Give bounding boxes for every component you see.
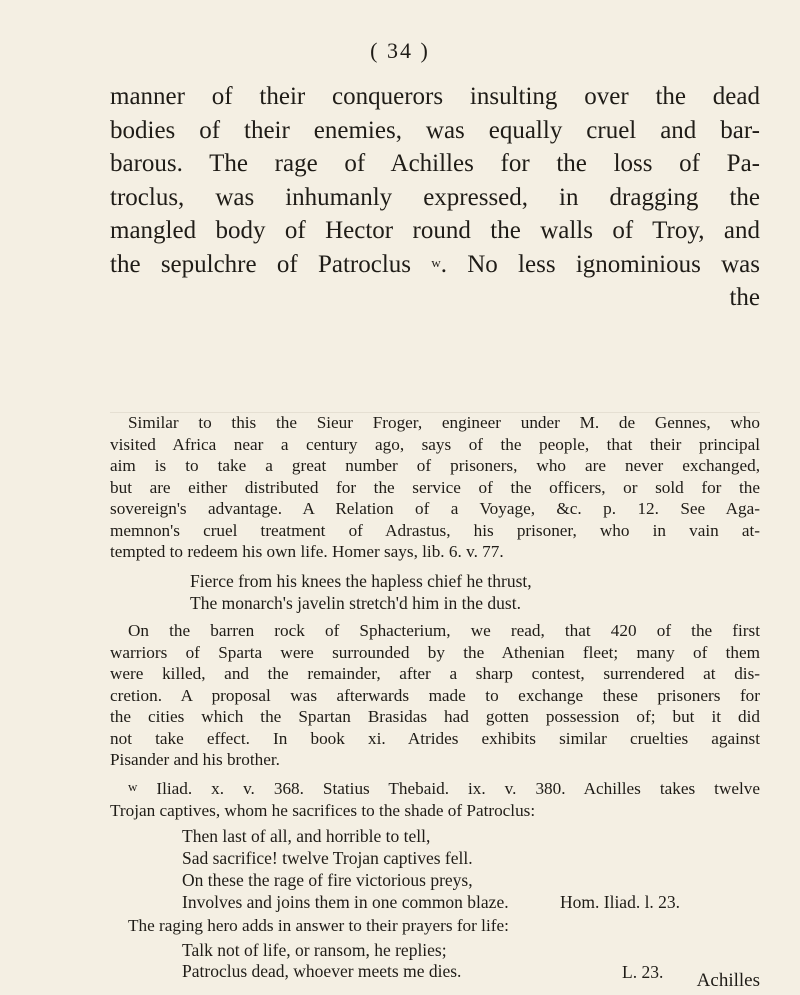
note-line: Pisander and his brother. <box>110 750 280 769</box>
note-line-text: Iliad. x. v. 368. Statius Thebaid. ix. v. 380. Achilles takes twelve <box>156 779 760 798</box>
note-line: memnon's cruel treatment of Adrastus, his prisoner, who in vain at- <box>110 520 760 540</box>
main-line: mangled body of Hector round the walls of Troy, and <box>110 217 760 244</box>
note-line: were killed, and the remainder, after a sharp contest, surrendered at dis- <box>110 664 760 683</box>
main-line-head: the sepulchre of Patroclus <box>110 250 412 278</box>
note-line: warriors of Sparta were surrounded by the Athenian fleet; many of them <box>110 642 760 662</box>
main-line: manner of their conquerors insulting over the dead <box>110 83 760 110</box>
verse-line: Sad sacrifice! twelve Trojan captives fell. <box>182 848 473 868</box>
footnote-w <box>110 778 760 821</box>
footnote-marker: w <box>128 779 138 794</box>
note-line: cretion. A proposal was afterwards made to exchange these prisoners for <box>110 685 760 705</box>
main-line: the <box>729 284 760 311</box>
main-line: bodies of their enemies, was equally cruel and bar- <box>110 116 760 144</box>
footnote-froger <box>110 412 760 563</box>
note-line: the cities which the Spartan Brasidas had gotten possession of; but it did <box>110 707 760 726</box>
main-text <box>110 80 760 315</box>
verse-homer-1 <box>190 570 532 614</box>
verse-line: Then last of all, and horrible to tell, <box>182 826 431 846</box>
verse-homer-3 <box>182 940 461 982</box>
page-number: ( 34 ) <box>370 38 430 63</box>
main-line: troclus, was inhumanly expressed, in dragging the <box>110 183 760 211</box>
verse-homer-2 <box>182 825 509 913</box>
note-line: visited Africa near a century ago, says of the people, that their principal <box>110 434 760 454</box>
verse-citation: L. 23. <box>622 962 664 982</box>
note-line: tempted to redeem his own life. Homer says, lib. 6. v. 77. <box>110 542 504 561</box>
verse-line: Patroclus dead, whoever meets me dies. <box>182 961 462 981</box>
verse-line: Involves and joins them in one common blaze. <box>182 892 509 912</box>
main-line-with-footnote <box>110 248 760 282</box>
main-line: barous. The rage of Achilles for the loss of Pa- <box>110 150 760 177</box>
note-line: The raging hero adds in answer to their prayers for life: <box>128 916 509 935</box>
note-line: but are either distributed for the service of the officers, or sold for the <box>110 477 760 497</box>
verse-line: The monarch's javelin stretch'd him in the dust. <box>190 593 521 613</box>
note-line: aim is to take a great number of prisoners, who are never exchanged, <box>110 456 760 475</box>
note-line: Similar to this the Sieur Froger, engineer under M. de Gennes, who <box>128 413 760 432</box>
note-line: Trojan captives, whom he sacrifices to the shade of Patroclus: <box>110 800 536 820</box>
verse-line: Fierce from his knees the hapless chief he thrust, <box>190 571 532 591</box>
verse-line: On these the rage of fire victorious preys, <box>182 870 473 890</box>
note-line: not take effect. In book xi. Atrides exhibits similar cruelties against <box>110 728 760 748</box>
footnote-sphacterium <box>110 620 760 771</box>
footnote-marker: w <box>431 254 441 270</box>
note-line: On the barren rock of Sphacterium, we read, that 420 of the first <box>128 621 760 640</box>
footnote-answer <box>128 915 728 937</box>
catchword: Achilles <box>696 970 760 991</box>
main-line-tail: . No less ignominious was <box>440 250 761 278</box>
note-line: sovereign's advantage. A Relation of a Voyage, &c. p. 12. See Aga- <box>110 499 760 518</box>
note-line-with-marker <box>110 778 760 800</box>
verse-line: Talk not of life, or ransom, he replies; <box>182 940 447 960</box>
verse-citation: Hom. Iliad. l. 23. <box>560 892 681 912</box>
